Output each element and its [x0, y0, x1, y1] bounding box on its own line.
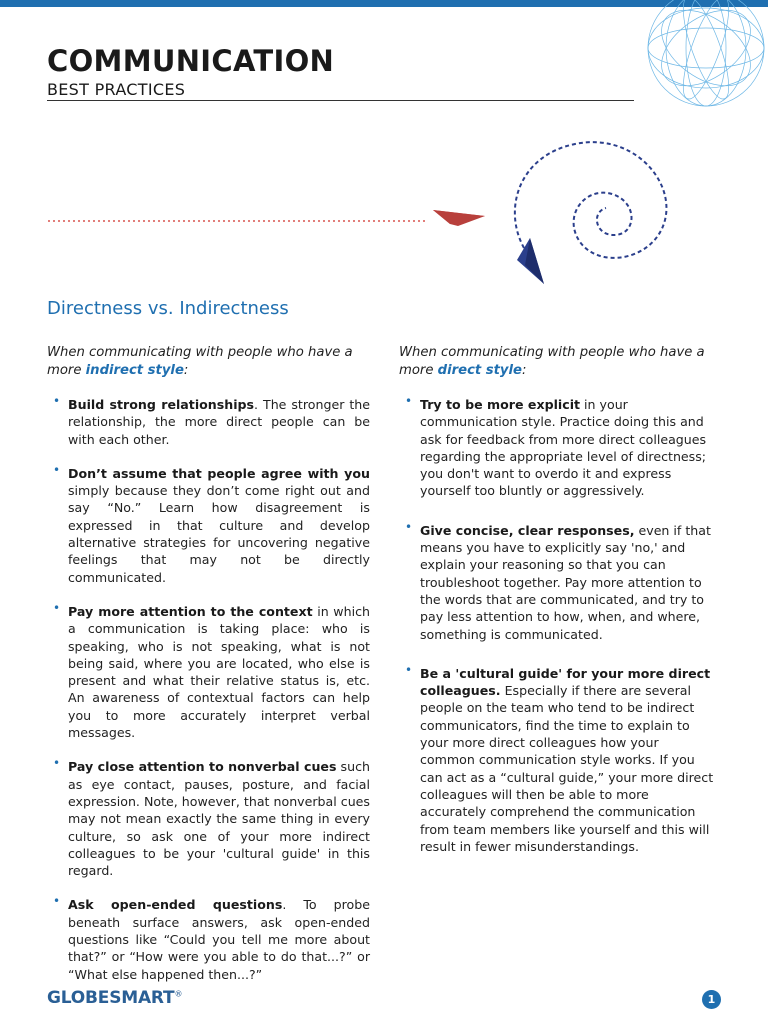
item-lead: Try to be more explicit — [420, 397, 581, 412]
page-subtitle: BEST PRACTICES — [47, 80, 186, 99]
bullet-icon: • — [405, 662, 413, 677]
item-text: . The stronger the relationship, the more direct people can be with each other. — [68, 397, 370, 447]
list-item — [47, 462, 370, 586]
right-intro — [399, 344, 717, 379]
right-intro-emphasis: direct style — [437, 362, 522, 378]
item-lead: Pay more attention to the context — [68, 603, 313, 619]
left-column — [47, 344, 370, 1000]
list-item — [47, 896, 370, 982]
page-title: COMMUNICATION — [47, 44, 335, 78]
logo-registered-mark: ® — [174, 989, 183, 999]
list-item — [47, 758, 370, 879]
item-text: such as eye contact, pauses, posture, and facial expression. Note, however, that nonverbal cues may not mean exactly the same thing in every culture, so ask one of your more indirect colleagues to be your 'cultural guide' in this regard. — [68, 759, 371, 879]
right-list — [399, 396, 717, 855]
left-list — [47, 396, 370, 983]
item-lead: Give concise, clear responses, — [420, 522, 635, 538]
item-lead: Don’t assume that people agree with you — [68, 465, 370, 481]
section-heading: Directness vs. Indirectness — [47, 298, 289, 319]
bullet-icon: • — [53, 600, 61, 615]
bullet-icon: • — [405, 519, 413, 534]
list-item — [399, 396, 717, 500]
item-text: simply because they don’t come right out and say “No.” Learn how disagreement is expressed in that culture and develop alternative strategies for uncovering negative feelings that may not be directly communicated. — [68, 483, 370, 585]
bullet-icon: • — [53, 894, 61, 909]
item-lead: Be a 'cultural guide' for your more direct colleagues. — [420, 665, 711, 699]
item-text: even if that means you have to explicitly say 'no,' and explain your reasoning so that you can troubleshoot together. Pay more attention to the words that are communicated, and try to pay less attention to how, when, and where, something is communicated. — [420, 522, 711, 642]
right-intro-suffix: : — [522, 362, 527, 378]
page-number-badge: 1 — [702, 990, 721, 1009]
left-intro-text: When communicating with people who have a more — [47, 345, 353, 378]
logo-text: GLOBESMART — [47, 988, 175, 1008]
list-item — [47, 396, 370, 448]
bullet-icon: • — [53, 462, 61, 477]
left-intro-emphasis: indirect style — [85, 362, 184, 378]
list-item — [399, 662, 717, 855]
left-intro — [47, 344, 370, 379]
list-item — [399, 519, 717, 643]
title-divider — [47, 100, 634, 101]
paper-plane-spiral-icon — [40, 120, 680, 290]
right-intro-text: When communicating with people who have a more — [399, 345, 705, 378]
list-item — [47, 600, 370, 741]
globesmart-logo — [47, 988, 182, 1008]
bullet-icon: • — [405, 394, 413, 408]
item-text: in which a communication is taking place: who is speaking, who is not speaking, what is not being said, where you are located, who else is present and what their relative status is, etc. An awareness of contextual factors can help you to more accurately interpret verbal messages. — [68, 603, 370, 741]
item-text: . To probe beneath surface answers, ask open-ended questions like “Could you tell me more about that?” or “How were you able to do that...?” or “What else happened then...?” — [68, 897, 370, 982]
item-lead: Pay close attention to nonverbal cues — [68, 759, 337, 775]
right-column — [399, 344, 717, 877]
item-text: Especially if there are several people on the team who tend to be indirect communicators, find the time to explain to your more direct colleagues how your common communication style works. If you can act as a “cultural guide,” your more direct colleagues will then be able to more accurately comprehend the communication from team members like yourself and this will result in fewer misunderstandings. — [420, 683, 714, 854]
bullet-icon: • — [53, 756, 61, 771]
item-lead: Ask open-ended questions — [68, 897, 283, 913]
globe-sketch-icon — [636, 0, 768, 122]
item-lead: Build strong relationships — [68, 397, 255, 412]
left-intro-suffix: : — [183, 362, 189, 378]
item-text: in your communication style. Practice doing this and ask for feedback from more direct colleagues regarding the appropriate level of directness; you don't want to overdo it and express yourself too bluntly or aggressively. — [420, 397, 707, 499]
bullet-icon: • — [53, 394, 61, 408]
